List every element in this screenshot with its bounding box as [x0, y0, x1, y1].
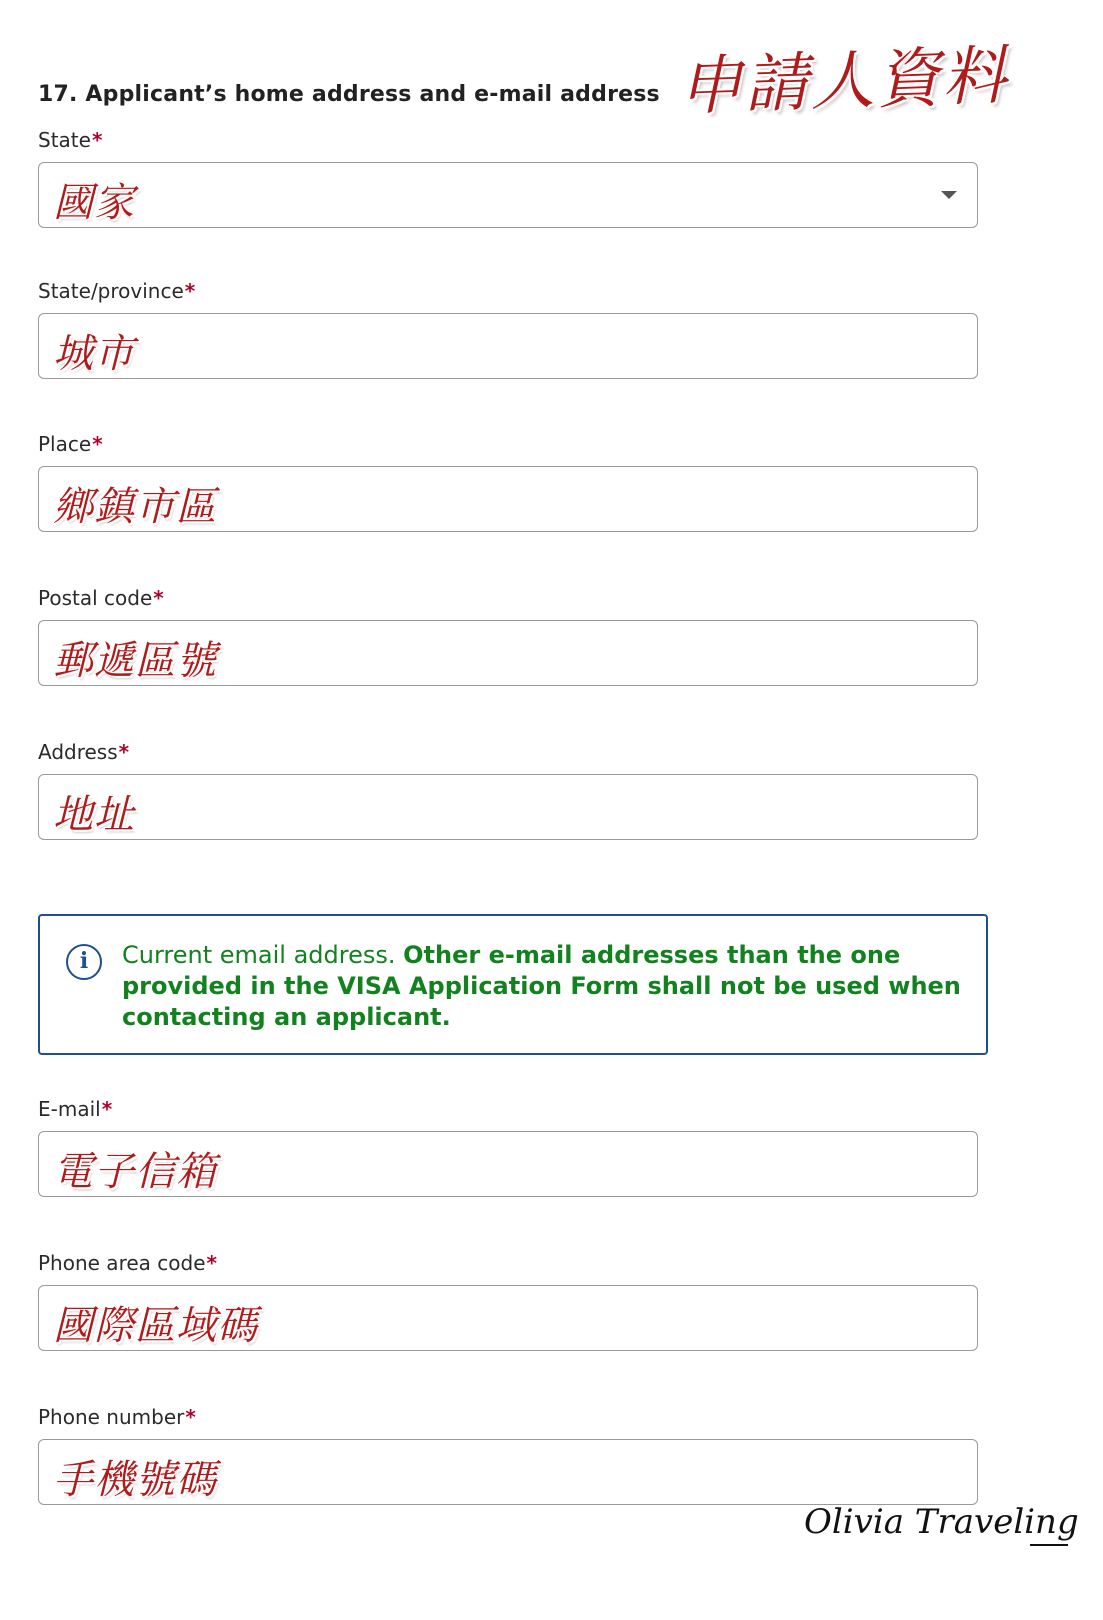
- phone-area-code-label: Phone area code*: [38, 1251, 217, 1275]
- postal-code-value: 郵遞區號: [53, 638, 217, 684]
- phone-number-field: [38, 1405, 978, 1505]
- state-select[interactable]: [38, 162, 978, 228]
- phone-number-label: Phone number*: [38, 1405, 196, 1429]
- state-label: State*: [38, 128, 103, 152]
- state-province-input[interactable]: [38, 313, 978, 379]
- required-mark: *: [206, 1251, 217, 1275]
- info-lead: Current email address.: [122, 941, 396, 969]
- watermark: Olivia Traveling: [804, 1502, 1079, 1542]
- required-mark: *: [118, 740, 130, 764]
- address-label: Address*: [38, 740, 130, 764]
- address-value: 地址: [53, 792, 135, 838]
- postal-code-label: Postal code*: [38, 586, 164, 610]
- phone-number-value: 手機號碼: [53, 1457, 217, 1503]
- required-mark: *: [92, 432, 103, 456]
- watermark-underline: [1030, 1544, 1068, 1546]
- required-mark: *: [184, 279, 196, 303]
- email-label: E-mail*: [38, 1097, 113, 1121]
- state-province-field: [38, 279, 978, 379]
- info-icon: i: [66, 944, 102, 980]
- email-input[interactable]: [38, 1131, 978, 1197]
- required-mark: *: [153, 586, 164, 610]
- postal-code-input[interactable]: [38, 620, 978, 686]
- info-notice: [38, 914, 988, 1055]
- info-emphasis: Other e-mail addresses than the one provided in the VISA Application Form shall not be used when contacting an applicant.: [122, 941, 961, 1031]
- address-input[interactable]: [38, 774, 978, 840]
- place-field: [38, 432, 978, 532]
- required-mark: *: [185, 1405, 196, 1429]
- state-province-label: State/province*: [38, 279, 196, 303]
- state-province-value: 城市: [53, 331, 135, 377]
- required-mark: *: [101, 1097, 113, 1121]
- annotation-title: 申請人資料: [677, 39, 1010, 125]
- phone-area-code-input[interactable]: [38, 1285, 978, 1351]
- email-value: 電子信箱: [53, 1149, 217, 1195]
- email-field: [38, 1097, 978, 1197]
- phone-number-input[interactable]: [38, 1439, 978, 1505]
- place-label: Place*: [38, 432, 103, 456]
- required-mark: *: [91, 128, 103, 152]
- state-field: [38, 128, 978, 228]
- address-field: [38, 740, 978, 840]
- place-value: 鄉鎮市區: [53, 484, 217, 530]
- postal-code-field: [38, 586, 978, 686]
- phone-area-code-field: [38, 1251, 978, 1351]
- place-input[interactable]: [38, 466, 978, 532]
- phone-area-code-value: 國際區域碼: [53, 1303, 258, 1349]
- section-title: 17. Applicant’s home address and e-mail address: [38, 82, 660, 107]
- state-value: 國家: [53, 180, 135, 226]
- info-text: [122, 940, 962, 1033]
- chevron-down-icon[interactable]: [941, 191, 957, 199]
